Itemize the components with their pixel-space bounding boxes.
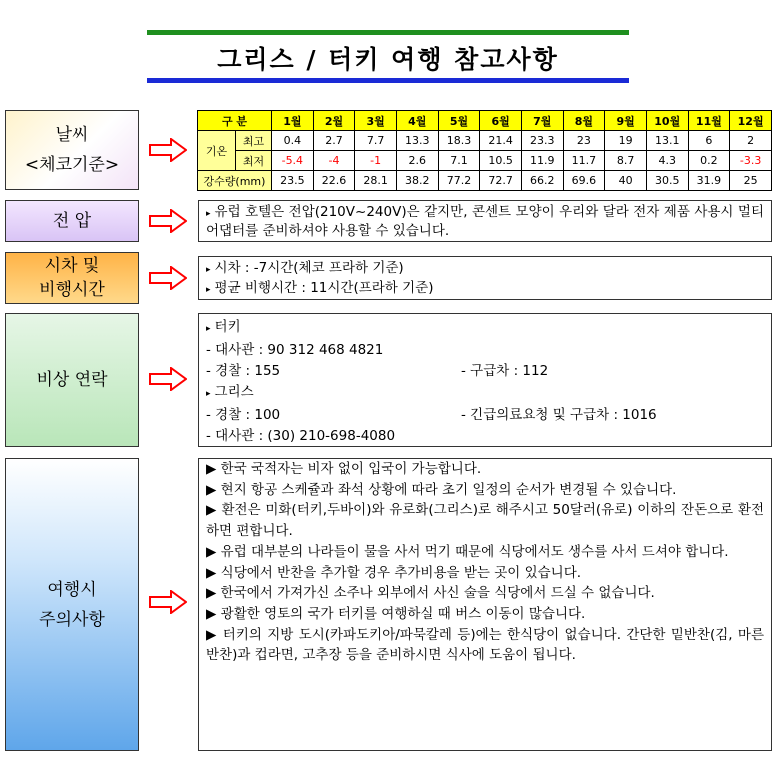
- time-label-line2: 비행시간: [39, 280, 105, 300]
- right-arrow-icon: [149, 138, 187, 162]
- min-cell: -1: [355, 151, 397, 171]
- title-block: [147, 30, 629, 84]
- right-arrow-icon: [149, 367, 187, 391]
- rain-cell: 69.6: [563, 171, 605, 191]
- caution-label: [5, 458, 139, 751]
- min-cell: 7.1: [438, 151, 480, 171]
- weather-label-line1: 날씨: [55, 125, 89, 145]
- caution-item: ▶ 식당에서 반찬을 추가할 경우 추가비용을 받는 곳이 있습니다.: [206, 564, 582, 581]
- max-cell: 23: [563, 131, 605, 151]
- rain-cell: 23.5: [272, 171, 314, 191]
- month-cell: 12월: [730, 111, 772, 131]
- caution-label-line2: 주의사항: [39, 609, 105, 630]
- bullet-icon: ▸: [206, 265, 211, 275]
- caution-item: ▶ 현지 항공 스케쥴과 좌석 상황에 따라 초기 일정의 순서가 변경될 수 있습니다.: [206, 481, 677, 498]
- emergency-label: [5, 313, 139, 447]
- emergency-label-text: 비상 연락: [36, 370, 108, 390]
- rain-cell: 72.7: [480, 171, 522, 191]
- table-row: [198, 111, 772, 131]
- title-top-bar: [147, 30, 629, 35]
- month-cell: 4월: [396, 111, 438, 131]
- caution-item: ▶ 환전은 미화(터키,두바이)와 유로화(그리스)로 해주시고 50달러(유로) 이하의 잔돈으로 환전하면 편합니다.: [206, 502, 764, 540]
- time-label: [5, 252, 139, 304]
- bullet-icon: ▸: [206, 324, 211, 334]
- voltage-info: [198, 200, 772, 242]
- rain-cell: 40: [605, 171, 647, 191]
- max-cell: 13.3: [396, 131, 438, 151]
- max-cell: 0.4: [272, 131, 314, 151]
- min-cell: 11.7: [563, 151, 605, 171]
- rain-label-cell: 강수량(mm): [198, 171, 272, 191]
- max-cell: 6: [688, 131, 730, 151]
- month-cell: 9월: [605, 111, 647, 131]
- caution-item: ▶ 유럽 대부분의 나라들이 물을 사서 먹기 때문에 식당에서도 생수를 사서 드셔야 합니다.: [206, 543, 729, 560]
- month-cell: 5월: [438, 111, 480, 131]
- voltage-text: 유럽 호텔은 전압(210V~240V)은 같지만, 콘센트 모양이 우리와 달라 전자 제품 사용시 멀티어댑터를 준비하셔야 사용할 수 있습니다.: [206, 204, 764, 239]
- min-cell: -3.3: [730, 151, 772, 171]
- turkey-police: - 경찰 : 155: [206, 363, 281, 379]
- table-row: [198, 151, 772, 171]
- min-cell: 8.7: [605, 151, 647, 171]
- greece-embassy: - 대사관 : (30) 210-698-4080: [206, 428, 396, 444]
- right-arrow-icon: [149, 209, 187, 233]
- page-title: 그리스 / 터키 여행 참고사항: [217, 45, 559, 74]
- min-cell: 4.3: [646, 151, 688, 171]
- turkey-ambulance: - 구급차 : 112: [461, 363, 549, 379]
- rain-cell: 77.2: [438, 171, 480, 191]
- flight-time-text: 평균 비행시간 : 11시간(프라하 기준): [214, 280, 434, 296]
- turkey-embassy: - 대사관 : 90 312 468 4821: [206, 342, 384, 358]
- rain-cell: 38.2: [396, 171, 438, 191]
- month-cell: 8월: [563, 111, 605, 131]
- table-row: [198, 171, 772, 191]
- min-cell: 10.5: [480, 151, 522, 171]
- max-cell: 18.3: [438, 131, 480, 151]
- month-cell: 2월: [313, 111, 355, 131]
- min-label-cell: 최저: [236, 151, 272, 171]
- caution-label-line1: 여행시: [47, 579, 97, 600]
- min-cell: 2.6: [396, 151, 438, 171]
- max-cell: 19: [605, 131, 647, 151]
- min-cell: 11.9: [521, 151, 563, 171]
- rain-cell: 66.2: [521, 171, 563, 191]
- max-cell: 2.7: [313, 131, 355, 151]
- rain-cell: 22.6: [313, 171, 355, 191]
- min-cell: -5.4: [272, 151, 314, 171]
- turkey-title: 터키: [214, 319, 241, 335]
- max-cell: 13.1: [646, 131, 688, 151]
- bullet-icon: ▸: [206, 389, 211, 399]
- weather-label: [5, 110, 139, 190]
- weather-label-line2: <체코기준>: [24, 155, 120, 175]
- min-cell: -4: [313, 151, 355, 171]
- rain-cell: 25: [730, 171, 772, 191]
- max-cell: 2: [730, 131, 772, 151]
- max-label-cell: 최고: [236, 131, 272, 151]
- bullet-icon: ▸: [206, 209, 211, 219]
- rain-cell: 28.1: [355, 171, 397, 191]
- header-label-cell: 구 분: [198, 111, 272, 131]
- month-cell: 6월: [480, 111, 522, 131]
- right-arrow-icon: [149, 590, 187, 614]
- voltage-label-text: 전 압: [52, 211, 92, 231]
- rain-cell: 30.5: [646, 171, 688, 191]
- greece-police: - 경찰 : 100: [206, 407, 281, 423]
- voltage-label: [5, 200, 139, 242]
- month-cell: 11월: [688, 111, 730, 131]
- month-cell: 1월: [272, 111, 314, 131]
- greece-emergency: - 긴급의료요청 및 구급차 : 1016: [461, 407, 657, 423]
- greece-title: 그리스: [214, 384, 254, 400]
- weather-table: [197, 110, 772, 191]
- right-arrow-icon: [149, 266, 187, 290]
- table-row: [198, 131, 772, 151]
- bullet-icon: ▸: [206, 285, 211, 295]
- caution-info: [198, 458, 772, 751]
- max-cell: 21.4: [480, 131, 522, 151]
- caution-item: ▶ 터키의 지방 도시(카파도키아/파묵칼레 등)에는 한식당이 없습니다. 간단한 밑반찬(김, 마른반찬)과 컵라면, 고추장 등을 준비하시면 식사에 도움이 됩니다.: [206, 626, 764, 664]
- max-cell: 7.7: [355, 131, 397, 151]
- month-cell: 7월: [521, 111, 563, 131]
- temp-label-cell: 기온: [198, 131, 236, 171]
- caution-item: ▶ 광활한 영토의 국가 터키를 여행하실 때 버스 이동이 많습니다.: [206, 605, 586, 622]
- title-bottom-bar: [147, 78, 629, 83]
- month-cell: 10월: [646, 111, 688, 131]
- max-cell: 23.3: [521, 131, 563, 151]
- month-cell: 3월: [355, 111, 397, 131]
- time-info: [198, 256, 772, 300]
- emergency-info: [198, 313, 772, 447]
- min-cell: 0.2: [688, 151, 730, 171]
- time-diff-text: 시차 : -7시간(체코 프라하 기준): [214, 260, 404, 276]
- rain-cell: 31.9: [688, 171, 730, 191]
- caution-item: ▶ 한국 국적자는 비자 없이 입국이 가능합니다.: [206, 461, 482, 477]
- time-label-line1: 시차 및: [44, 256, 100, 276]
- caution-item: ▶ 한국에서 가져가신 소주나 외부에서 사신 술을 식당에서 드실 수 없습니다.: [206, 585, 655, 602]
